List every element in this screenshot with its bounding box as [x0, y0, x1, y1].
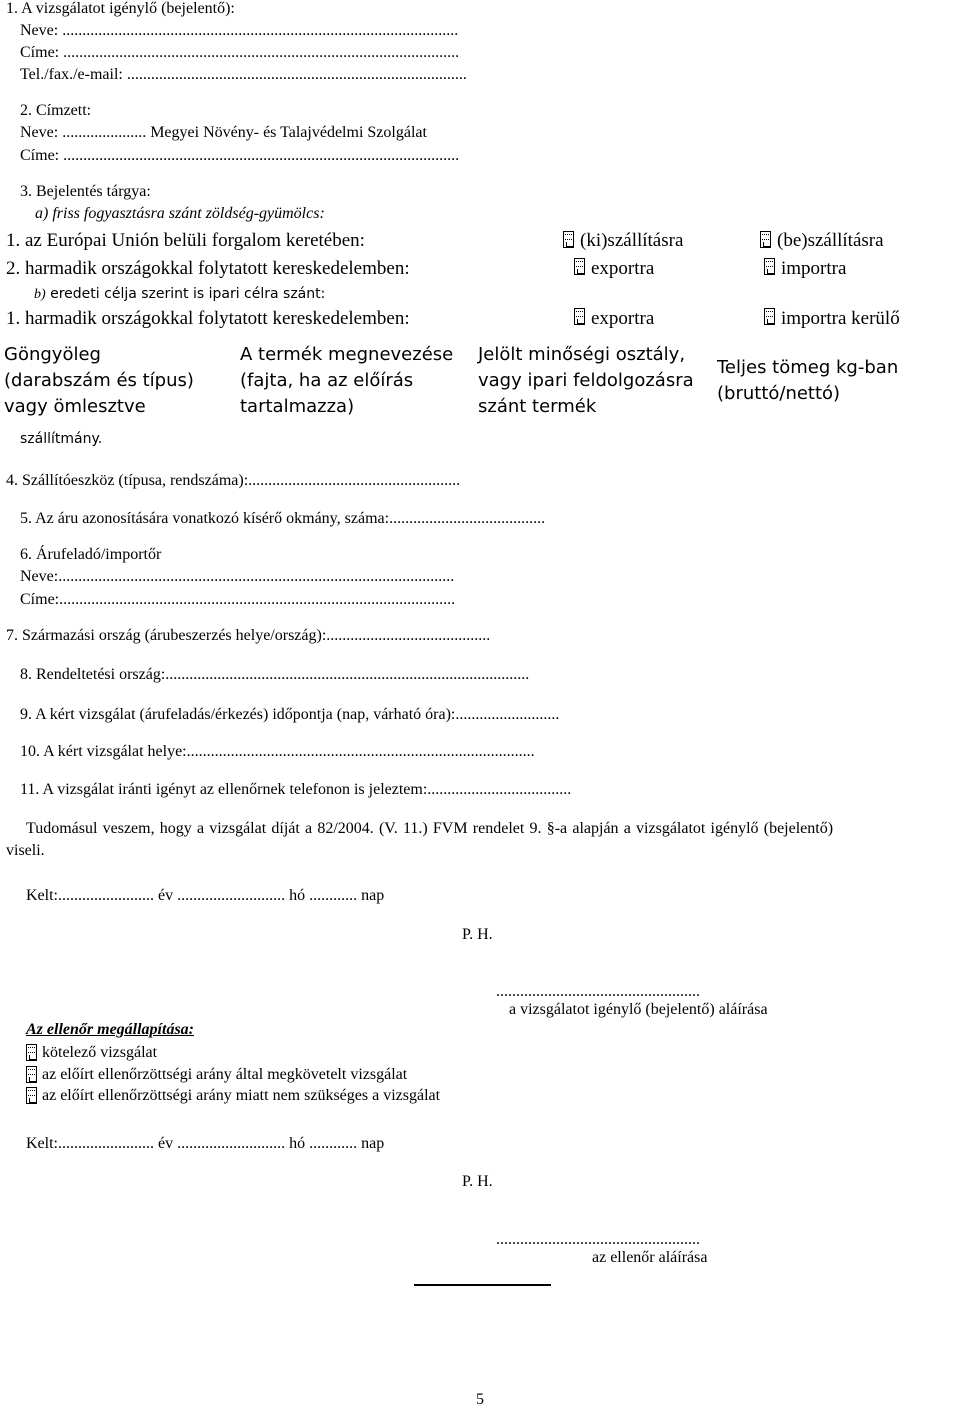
inspector-option-not-required: az előírt ellenőrzöttségi arány miatt nem szükséges a vizsgálat — [42, 1087, 441, 1104]
row2-option-import: importra — [781, 258, 847, 279]
section6-heading: 6. Árufeladó/importőr — [20, 546, 162, 563]
row3-label: 1. harmadik országokkal folytatott kereskedelemben: — [6, 308, 410, 329]
section1-heading: 1. A vizsgálatot igénylő (bejelentő): — [6, 0, 235, 17]
origin-field[interactable]: 7. Származási ország (árubeszerzés helye/ország):......................................... — [6, 627, 491, 644]
checkbox-icon[interactable] — [563, 231, 574, 248]
row3-option-export: exportra — [591, 308, 655, 329]
checkbox-icon[interactable] — [26, 1087, 37, 1104]
page-number: 5 — [476, 1391, 484, 1408]
shipper-address-field[interactable]: Címe:................................................................................................... — [20, 591, 456, 608]
row3-option-import: importra kerülő — [781, 308, 900, 329]
checkbox-icon[interactable] — [760, 231, 771, 248]
shipment-label: szállítmány. — [20, 431, 103, 447]
row1-option-ki: (ki)szállításra — [580, 230, 684, 251]
row1-option-be: (be)szállításra — [777, 230, 884, 251]
transport-field[interactable]: 4. Szállítóeszköz (típusa, rendszáma):..................................................... — [6, 472, 461, 489]
subsection-a: a) friss fogyasztásra szánt zöldség-gyümölcs: — [35, 205, 325, 222]
separator-line — [414, 1284, 551, 1286]
date-field-1[interactable]: Kelt:........................ év ........................... hó ............ nap — [26, 887, 385, 904]
phone-notice-field[interactable]: 11. A vizsgálat iránti igényt az ellenőrnek telefonon is jeleztem:.................................... — [20, 781, 572, 798]
recipient-name-field[interactable]: Neve: ..................... Megyei Növény- és Talajvédelmi Szolgálat — [20, 124, 427, 141]
checkbox-icon[interactable] — [574, 258, 585, 275]
section3-heading: 3. Bejelentés tárgya: — [20, 183, 151, 200]
checkbox-icon[interactable] — [26, 1044, 37, 1061]
signature-label-1: a vizsgálatot igénylő (bejelentő) aláírása — [509, 1001, 768, 1018]
applicant-contact-field[interactable]: Tel./fax./e-mail: ..................................................................................... — [20, 66, 467, 83]
recipient-address-field[interactable]: Címe: ................................................................................................... — [20, 147, 460, 164]
row2-option-export: exportra — [591, 258, 655, 279]
checkbox-icon[interactable] — [764, 258, 775, 275]
inspection-place-field[interactable]: 10. A kért vizsgálat helye:....................................................................................... — [20, 743, 535, 760]
fee-notice: Tudomásul veszem, hogy a vizsgálat díját a 82/2004. (V. 11.) FVM rendelet 9. §-a alapján a vizsgálatot igénylő (bejelentő) viseli. — [6, 820, 834, 859]
stamp-label-2: P. H. — [462, 1173, 493, 1190]
signature-line-2[interactable]: ................................................... — [496, 1231, 700, 1248]
column-product-name: A termék megnevezése (fajta, ha az előírás tartalmazza) — [240, 344, 454, 417]
column-total-weight: Teljes tömeg kg-ban (bruttó/nettó) — [717, 357, 899, 404]
checkbox-icon[interactable] — [574, 308, 585, 325]
subsection-b: b) eredeti célja szerint is ipari célra szánt: — [34, 286, 326, 302]
section2-heading: 2. Címzett: — [20, 102, 92, 119]
inspector-option-mandatory: kötelező vizsgálat — [42, 1044, 158, 1061]
signature-label-2: az ellenőr aláírása — [592, 1249, 708, 1266]
signature-line-1[interactable]: ................................................... — [496, 983, 700, 1000]
document-field[interactable]: 5. Az áru azonosítására vonatkozó kísérő okmány, száma:....................................... — [20, 510, 546, 527]
stamp-label-1: P. H. — [462, 926, 493, 943]
shipper-name-field[interactable]: Neve:................................................................................................... — [20, 568, 455, 585]
inspector-option-required: az előírt ellenőrzöttségi arány által megkövetelt vizsgálat — [42, 1066, 408, 1083]
applicant-address-field[interactable]: Címe: ................................................................................................... — [20, 44, 460, 61]
column-quality-class: Jelölt minőségi osztály, vagy ipari feldolgozásra szánt termék — [478, 344, 694, 417]
inspection-time-field[interactable]: 9. A kért vizsgálat (árufeladás/érkezés) időpontja (nap, várható óra):.......................... — [20, 706, 560, 723]
inspector-heading: Az ellenőr megállapítása: — [26, 1021, 194, 1038]
destination-field[interactable]: 8. Rendeltetési ország:........................................................................................... — [20, 666, 530, 683]
row2-label: 2. harmadik országokkal folytatott kereskedelemben: — [6, 258, 410, 279]
checkbox-icon[interactable] — [764, 308, 775, 325]
row1-label: 1. az Európai Unión belüli forgalom keretében: — [6, 230, 365, 251]
date-field-2[interactable]: Kelt:........................ év ........................... hó ............ nap — [26, 1135, 385, 1152]
column-packaging: Göngyöleg (darabszám és típus) vagy ömlesztve — [4, 344, 194, 417]
applicant-name-field[interactable]: Neve: ................................................................................................... — [20, 22, 459, 39]
checkbox-icon[interactable] — [26, 1066, 37, 1083]
